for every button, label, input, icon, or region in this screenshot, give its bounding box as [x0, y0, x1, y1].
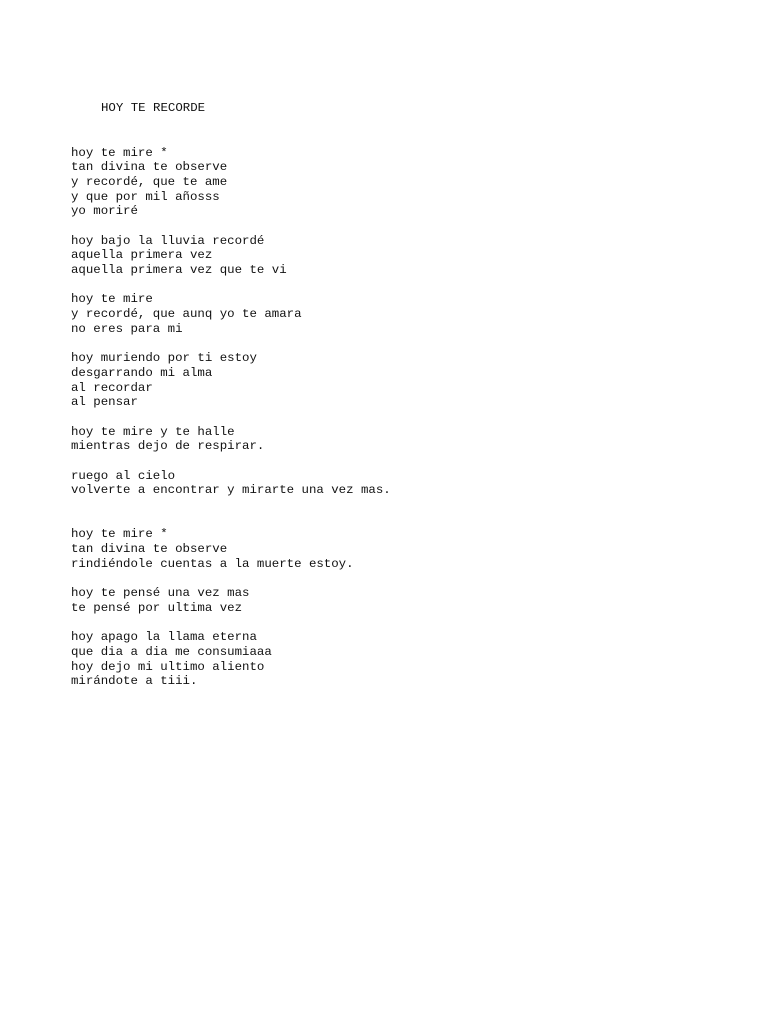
poem-line: mirándote a tiii.: [71, 674, 198, 689]
poem-line: hoy bajo la lluvia recordé: [71, 233, 265, 248]
poem-line: desgarrando mi alma: [71, 365, 213, 380]
poem-line: mientras dejo de respirar.: [71, 439, 265, 454]
poem-line: y recordé, que te ame: [71, 174, 228, 189]
poem-stanza: [71, 586, 391, 615]
poem-line: y que por mil añosss: [71, 189, 220, 204]
poem-line: tan divina te observe: [71, 542, 228, 557]
poem-line: aquella primera vez que te vi: [71, 263, 287, 278]
poem-stanza: [71, 527, 391, 571]
poem-line: hoy te mire *: [71, 527, 168, 542]
poem-line: que dia a dia me consumiaaa: [71, 644, 272, 659]
poem-line: ruego al cielo: [71, 468, 176, 483]
poem-line: volverte a encontrar y mirarte una vez mas.: [71, 483, 391, 498]
poem-line: yo moriré: [71, 204, 138, 219]
poem-line: hoy dejo mi ultimo aliento: [71, 659, 265, 674]
poem-line: hoy apago la llama eterna: [71, 630, 257, 645]
poem-line: hoy te mire y te halle: [71, 424, 235, 439]
poem-line: hoy te mire *: [71, 145, 168, 160]
poem-line: hoy te pensé una vez mas: [71, 586, 250, 601]
poem-line: al recordar: [71, 380, 153, 395]
poem-stanza: [71, 469, 391, 498]
poem-stanzas: [71, 146, 391, 689]
poem-line: al pensar: [71, 395, 138, 410]
poem-stanza: [71, 351, 391, 410]
poem-line: tan divina te observe: [71, 160, 228, 175]
poem-stanza: [71, 425, 391, 454]
poem-title: HOY TE RECORDE: [101, 101, 206, 116]
poem-line: no eres para mi: [71, 321, 183, 336]
poem-line: rindiéndole cuentas a la muerte estoy.: [71, 556, 354, 571]
poem-line: hoy muriendo por ti estoy: [71, 351, 257, 366]
poem-line: aquella primera vez: [71, 248, 213, 263]
poem-line: hoy te mire: [71, 292, 153, 307]
poem-stanza: [71, 630, 391, 689]
poem-line: te pensé por ultima vez: [71, 600, 243, 615]
poem-stanza: [71, 292, 391, 336]
poem-line: y recordé, que aunq yo te amara: [71, 307, 302, 322]
poem-stanza: [71, 146, 391, 219]
poem-stanza: [71, 234, 391, 278]
poem-text: [71, 72, 391, 718]
